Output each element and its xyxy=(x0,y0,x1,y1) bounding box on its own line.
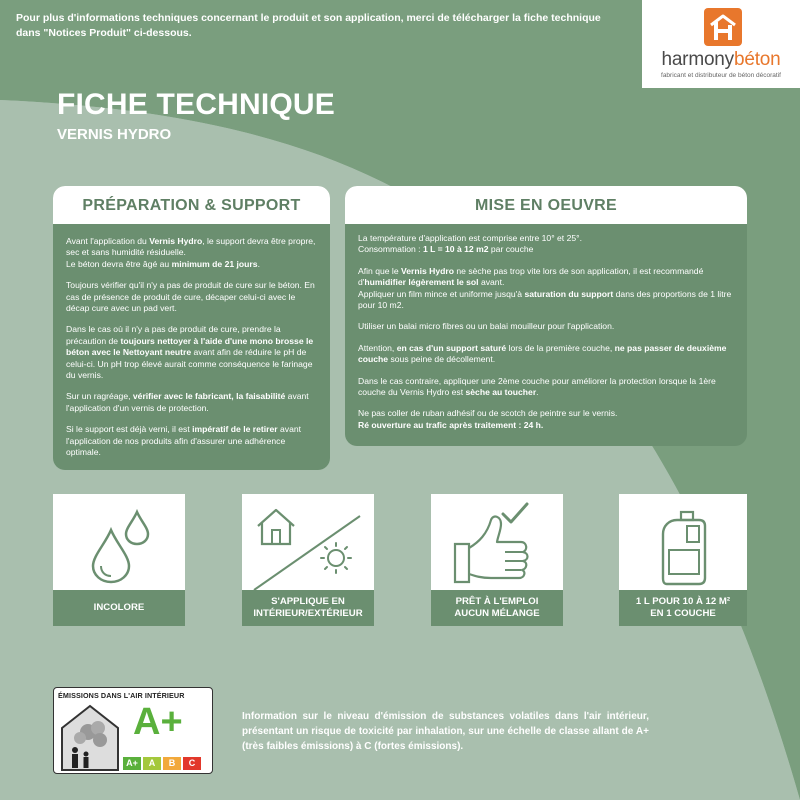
jerrycan-icon xyxy=(619,494,747,594)
feature-label: PRÊT À L'EMPLOI AUCUN MÉLANGE xyxy=(431,590,563,626)
product-name: VERNIS HYDRO xyxy=(57,126,172,143)
application-paragraph: Utiliser un balai micro fibres ou un balai mouilleur pour l'application. xyxy=(358,321,615,332)
application-paragraph: La température d'application est comprise entre 10° et 25°. Consommation : 1 L = 10 à 12 m2 par couche xyxy=(358,233,582,255)
emissions-title: ÉMISSIONS DANS L'AIR INTÉRIEUR xyxy=(58,691,185,700)
application-heading: MISE EN OEUVRE xyxy=(345,186,747,224)
emissions-scale xyxy=(123,757,201,770)
brand-tagline: fabricant et distributeur de béton décoratif xyxy=(661,72,781,79)
scale-a: A xyxy=(143,757,161,770)
preparation-heading: PRÉPARATION & SUPPORT xyxy=(53,186,330,224)
application-paragraph: Ne pas coller de ruban adhésif ou de scotch de peintre sur le vernis. Ré ouverture au trafic après traitement : 24 h. xyxy=(358,408,618,430)
preparation-paragraph: Si le support est déjà verni, il est impératif de le retirer avant l'application de nos produits afin d'assurer une adhérence optimale. xyxy=(66,424,302,458)
thumbs-up-check-icon xyxy=(431,494,563,594)
brand-logo[interactable] xyxy=(642,0,800,88)
emissions-rating: A+ xyxy=(133,701,183,743)
scale-c: C xyxy=(183,757,201,770)
preparation-paragraph: Sur un ragréage, vérifier avec le fabricant, la faisabilité avant l'application d'un vernis de protection. xyxy=(66,391,309,413)
application-body xyxy=(345,224,747,431)
application-paragraph: Dans le cas contraire, appliquer une 2ème couche pour améliorer la protection lorsque la 1ère couche du Vernis Hydro est sèche au toucher. xyxy=(358,375,716,398)
feature-ready-to-use xyxy=(431,494,563,626)
preparation-paragraph: Avant l'application du Vernis Hydro, le support devra être propre, sec et sans humidité résiduelle. Le béton devra être âgé au minimum de 21 jours. xyxy=(66,236,316,269)
feature-label: S'APPLIQUE EN INTÉRIEUR/EXTÉRIEUR xyxy=(242,590,374,626)
scale-b: B xyxy=(163,757,181,770)
house-family-icon xyxy=(58,702,122,772)
application-paragraph: Attention, en cas d'un support saturé lors de la première couche, ne pas passer de deuxième couche sous peine de décollement. xyxy=(358,342,727,365)
preparation-card xyxy=(53,186,330,470)
feature-colorless xyxy=(53,494,185,626)
preparation-paragraph: Dans le cas où il n'y a pas de produit de cure, prendre la précaution de toujours nettoyer à l'aide d'une mono brosse le béton avec le Nettoyant neutre avant afin de réduire le pH de celui-ci. Un pH trop élevé aurait comme conséquence le farinage du vernis. xyxy=(66,324,314,381)
application-paragraph: Afin que le Vernis Hydro ne sèche pas trop vite lors de son application, il est recommandé d'humidifier légèrement le sol avant. Appliquer un film mince et uniforme jusqu'à saturation du support dans des proportions de 1 litre pour 10 m2. xyxy=(358,265,732,311)
house-h-logo-icon xyxy=(704,8,742,46)
emissions-description: Information sur le niveau d'émission de substances volatiles dans l'air intérieur, présentant un risque de toxicité par inhalation, sur une échelle de classe allant de A+ (très faibles émissions) à C (fortes émissions). xyxy=(242,711,649,752)
scale-a-plus: A+ xyxy=(123,757,141,770)
preparation-body xyxy=(53,224,330,459)
emissions-label xyxy=(53,687,213,774)
indoor-outdoor-icon xyxy=(242,494,374,594)
brand-name: harmonybéton xyxy=(661,49,781,70)
feature-label: INCOLORE xyxy=(53,590,185,626)
feature-coverage xyxy=(619,494,747,626)
water-drops-icon xyxy=(53,494,185,594)
info-note: Pour plus d'informations techniques concernant le produit et son application, merci de télécharger la fiche technique dans "Notices Produit" ci-dessous. xyxy=(16,12,601,39)
application-card xyxy=(345,186,747,446)
feature-label: 1 L POUR 10 À 12 M² EN 1 COUCHE xyxy=(619,590,747,626)
feature-indoor-outdoor xyxy=(242,494,374,626)
page-title: FICHE TECHNIQUE xyxy=(57,88,336,121)
preparation-paragraph: Toujours vérifier qu'il n'y a pas de produit de cure sur le béton. En cas de présence de produit de cure, décaper celui-ci avec le décap cure avec un pad vert. xyxy=(66,280,315,314)
